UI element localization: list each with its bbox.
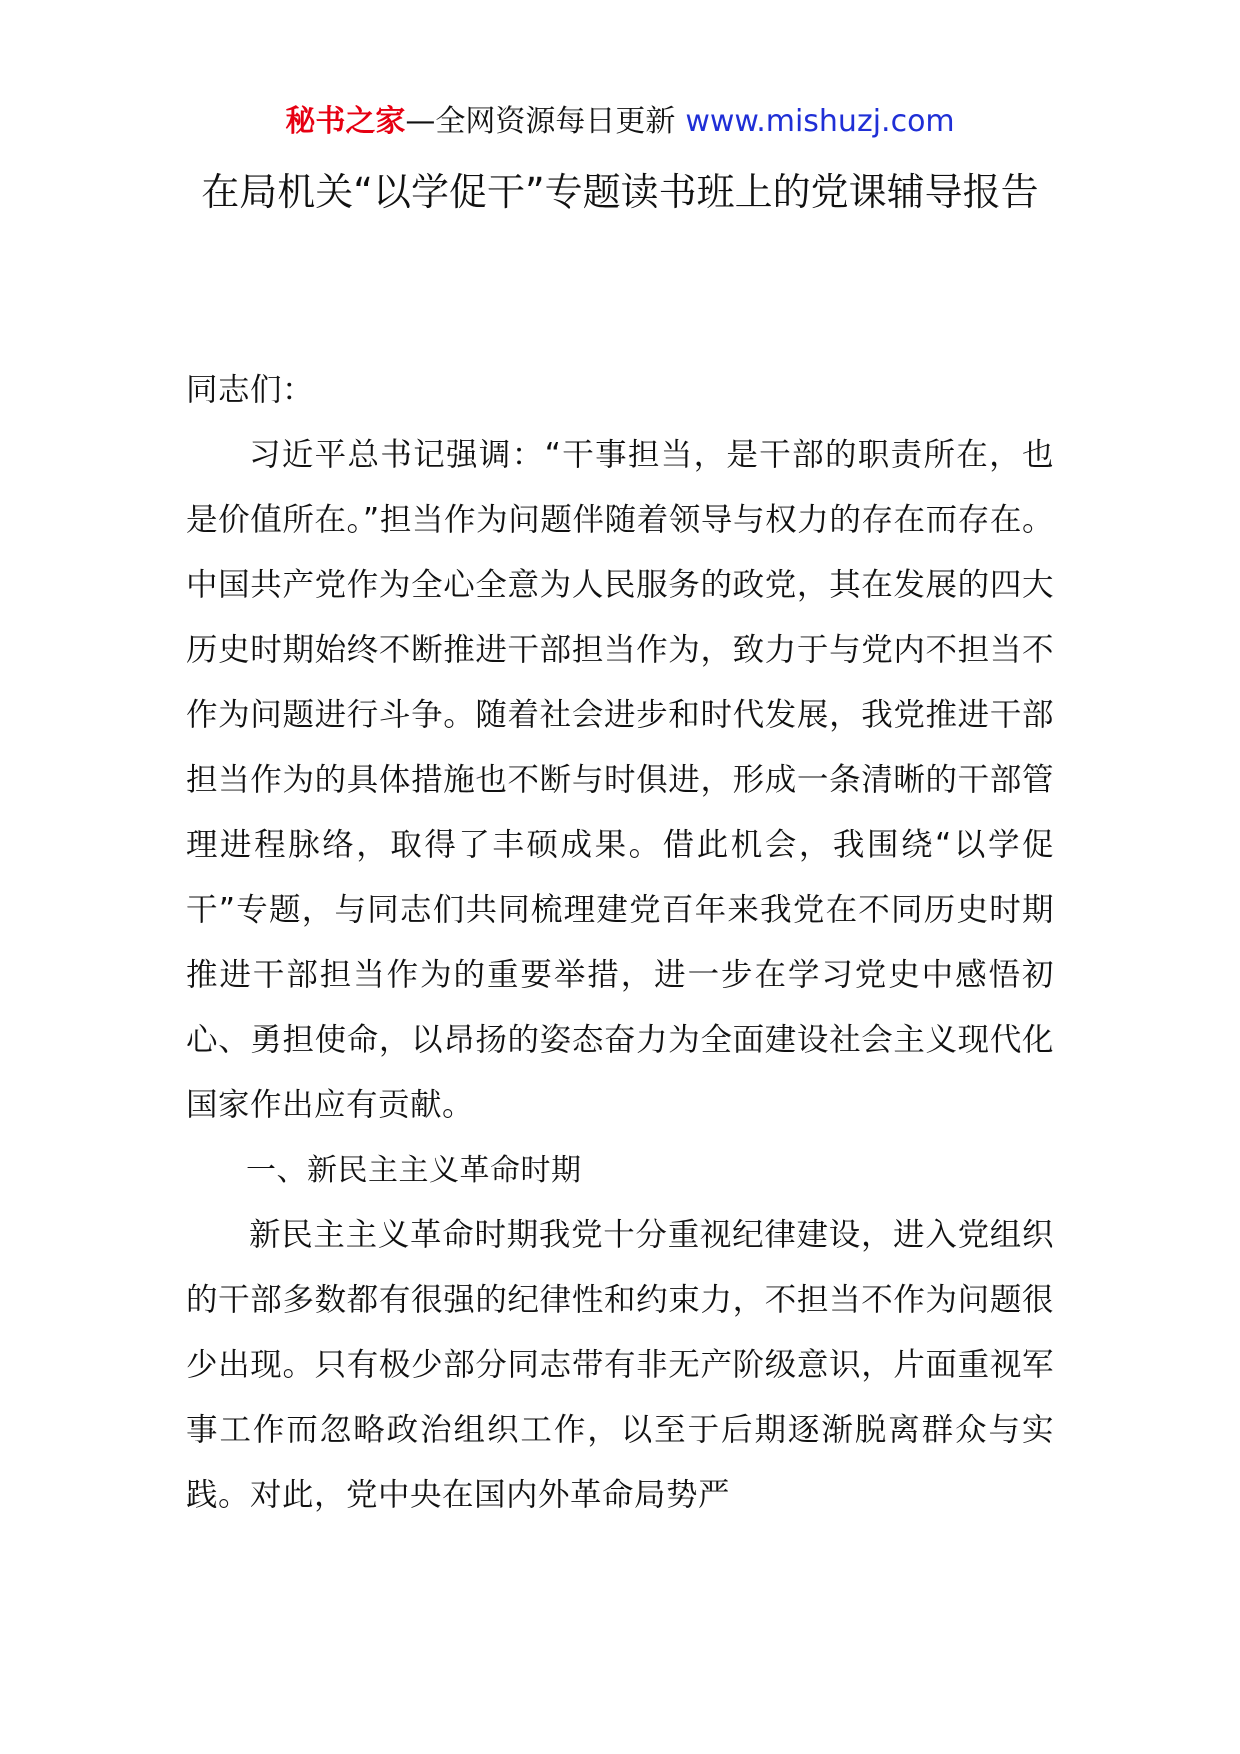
document-body [186,358,1054,1528]
brand-name: 秘书之家 [285,104,406,139]
salutation: 同志们： [186,372,315,408]
document-title: 在局机关“以学促干”专题读书班上的党课辅导报告 [201,170,1039,214]
section-heading: 一、新民主主义革命时期 [246,1153,582,1188]
site-header [0,100,1240,144]
intro-paragraph: 习近平总书记强调：“干事担当，是干部的职责所在，也是价值所在。”担当作为问题伴随着领导与权力的存在而存在。中国共产党作为全心全意为人民服务的政党，其在发展的四大历史时期始终不断推进干部担当作为，致力于与党内不担当不作为问题进行斗争。随着社会进步和时代发展，我党推进干部担当作为的具体措施也不断与时俱进，形成一条清晰的干部管理进程脉络，取得了丰硕成果。借此机会，我围绕“以学促干”专题，与同志们共同梳理建党百年来我党在不同历史时期推进干部担当作为的重要举措，进一步在学习党史中感悟初心、勇担使命，以昂扬的姿态奋力为全面建设社会主义现代化国家作出应有贡献。 [186,437,1054,1123]
site-url-link[interactable]: www.mishuzj.com [685,104,955,139]
section-paragraph: 新民主主义革命时期我党十分重视纪律建设，进入党组织的干部多数都有很强的纪律性和约束力，不担当不作为问题很少出现。只有极少部分同志带有非无产阶级意识，片面重视军事工作而忽略政治组织工作，以至于后期逐渐脱离群众与实践。对此，党中央在国内外革命局势严 [186,1217,1054,1513]
site-tagline: —全网资源每日更新 [405,104,676,139]
